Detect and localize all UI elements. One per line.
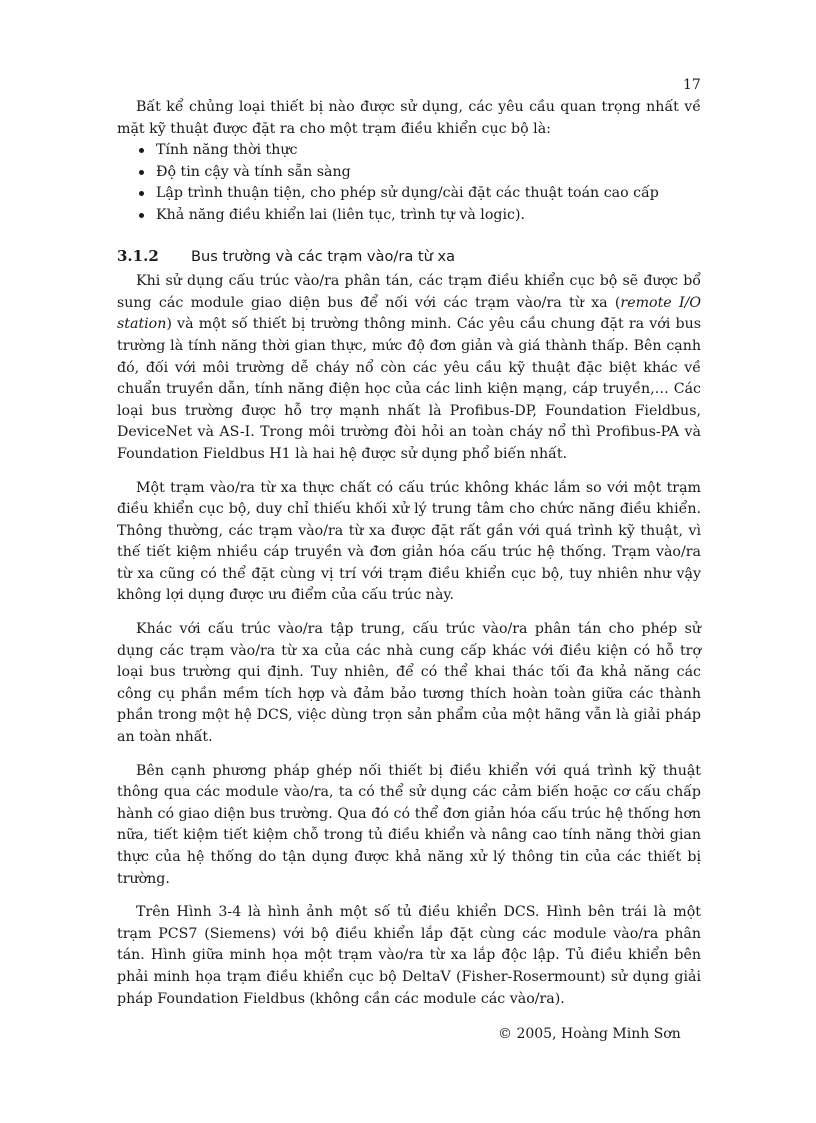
paragraph-1-part-a: Khi sử dụng cấu trúc vào/ra phân tán, các trạm điều khiển cục bộ sẽ được bổ sung các module giao diện bus để nối với các trạm vào/ra từ xa (	[117, 273, 701, 311]
intro-paragraph: Bất kể chủng loại thiết bị nào được sử dụng, các yêu cầu quan trọng nhất về mặt kỹ thuật được đặt ra cho một trạm điều khiển cục bộ là:	[117, 99, 701, 137]
section-title: Bus trường và các trạm vào/ra từ xa	[191, 247, 456, 265]
copyright-footer: © 2005, Hoàng Minh Sơn	[498, 1026, 681, 1042]
page-number: 17	[683, 77, 701, 93]
section-heading	[117, 246, 701, 268]
list-item: Lập trình thuận tiện, cho phép sử dụng/cài đặt các thuật toán cao cấp	[117, 183, 701, 205]
list-item: Tính năng thời thực	[117, 140, 701, 162]
list-item: Khả năng điều khiển lai (liên tục, trình tự và logic).	[117, 205, 701, 227]
section-number: 3.1.2	[117, 246, 159, 265]
paragraph-3: Khác với cấu trúc vào/ra tập trung, cấu trúc vào/ra phân tán cho phép sử dụng các trạm vào/ra từ xa của các nhà cung cấp khác với điều kiện có hỗ trợ loại bus trường qui định. Tuy nhiên, để có thể khai thác tối đa khả năng các công cụ phần mềm tích hợp và đảm bảo tương thích hoàn toàn giữa các thành phần trong một hệ DCS, việc dùng trọn sản phẩm của một hãng vẫn là giải pháp an toàn nhất.	[117, 621, 701, 746]
paragraph-1	[117, 271, 701, 465]
paragraph-5: Trên Hình 3-4 là hình ảnh một số tủ điều khiển DCS. Hình bên trái là một trạm PCS7 (Siemens) với bộ điều khiển lắp đặt cùng các module vào/ra phân tán. Hình giữa minh họa một trạm vào/ra từ xa lắp độc lập. Tủ điều khiển bên phải minh họa trạm điều khiển cục bộ DeltaV (Fisher-Rosermount) sử dụng giải pháp Foundation Fieldbus (không cần các module các vào/ra).	[117, 904, 701, 1007]
paragraph-1-part-b: ) và một số thiết bị trường thông minh. Các yêu cầu chung đặt ra với bus trường là tính năng thời gian thực, mức độ đơn giản và giá thành thấp. Bên cạnh đó, đối với môi trường dễ cháy nổ còn các yêu cầu kỹ thuật đặc biệt khác về chuẩn truyền dẫn, tính năng điện học của các linh kiện mạng, cáp truyền,… Các loại bus trường được hỗ trợ mạnh nhất là Profibus-DP, Foundation Fieldbus, DeviceNet và AS-I. Trong môi trường đòi hỏi an toàn cháy nổ thì Profibus-PA và Foundation Fieldbus H1 là hai hệ được sử dụng phổ biến nhất.	[117, 316, 701, 462]
paragraph-2: Một trạm vào/ra từ xa thực chất có cấu trúc không khác lắm so với một trạm điều khiển cục bộ, duy chỉ thiếu khối xử lý trung tâm cho chức năng điều khiển. Thông thường, các trạm vào/ra từ xa được đặt rất gần với quá trình kỹ thuật, vì thế tiết kiệm nhiều cáp truyền và đơn giản hóa cấu trúc hệ thống. Trạm vào/ra từ xa cũng có thể đặt cùng vị trí với trạm điều khiển cục bộ, tuy nhiên như vậy không lợi dụng được ưu điểm của cấu trúc này.	[117, 479, 701, 604]
list-item: Độ tin cậy và tính sẵn sàng	[117, 162, 701, 184]
requirements-list	[117, 140, 701, 226]
remote-io-station-term: remote I/O station	[117, 294, 702, 333]
page-body	[117, 97, 701, 1010]
paragraph-4: Bên cạnh phương pháp ghép nối thiết bị điều khiển với quá trình kỹ thuật thông qua các module vào/ra, ta có thể sử dụng các cảm biến hoặc cơ cấu chấp hành có giao diện bus trường. Qua đó có thể đơn giản hóa cấu trúc hệ thống hơn nữa, tiết kiệm tiết kiệm chỗ trong tủ điều khiển và nâng cao tính năng thời gian thực của hệ thống do tận dụng được khả năng xử lý thông tin của các thiết bị trường.	[117, 762, 701, 887]
